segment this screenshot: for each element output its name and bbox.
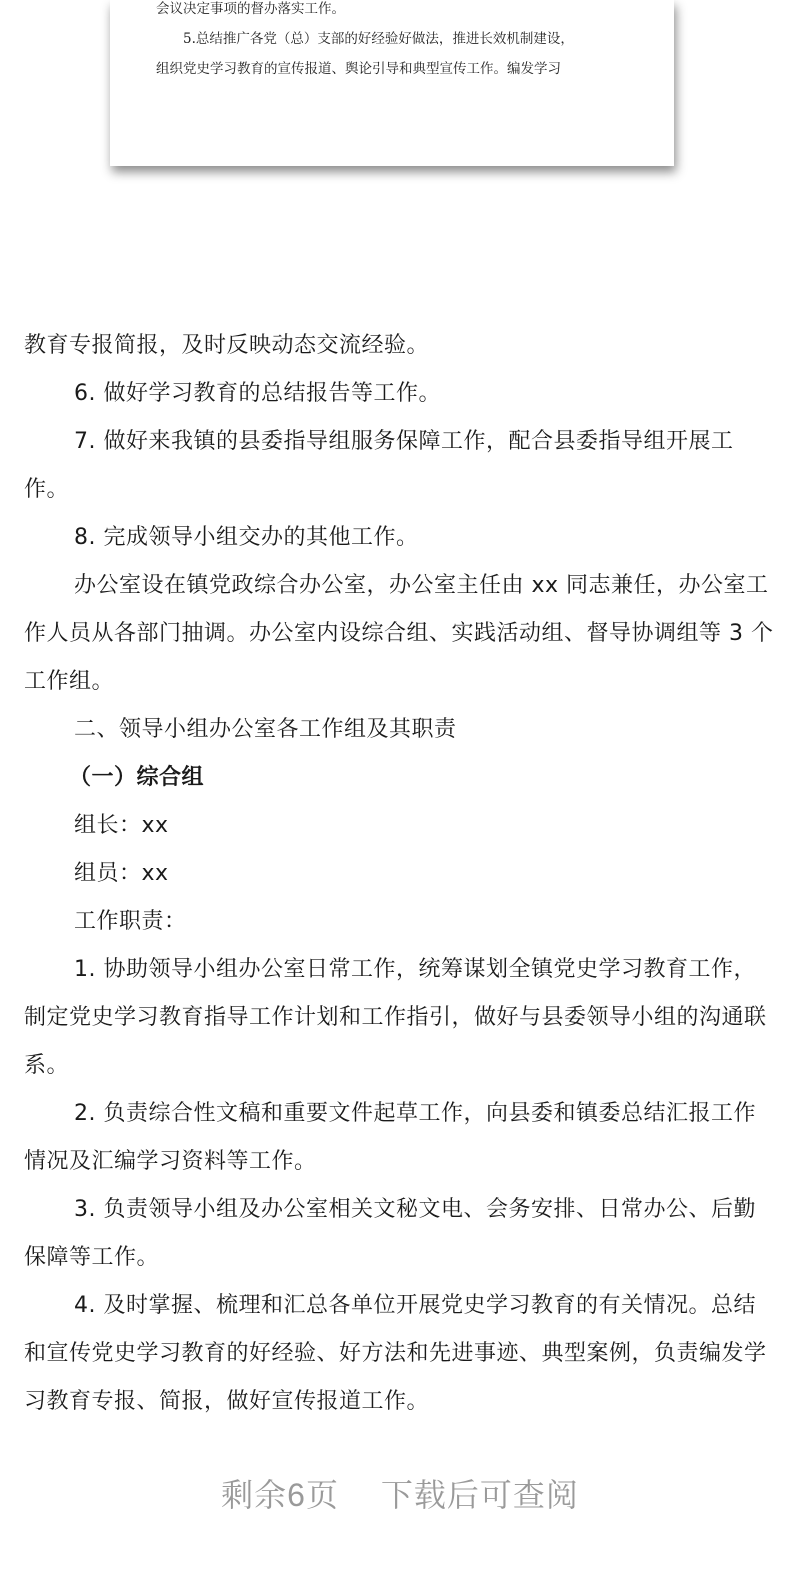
download-prompt[interactable] — [0, 1470, 800, 1516]
paragraph: 6. 做好学习教育的总结报告等工作。 — [74, 381, 441, 406]
preview-line: 会议决定事项的督办落实工作。 — [156, 1, 345, 17]
paragraph: 2. 负责综合性文稿和重要文件起草工作，向县委和镇委总结汇报工作情况及汇编学习资料等工作。 — [24, 1101, 756, 1174]
paragraph: 办公室设在镇党政综合办公室，办公室主任由 xx 同志兼任，办公室工作人员从各部门抽调。办公室内设综合组、实践活动组、督导协调组等 3 个工作组。 — [24, 573, 774, 694]
previous-page-preview — [110, 0, 674, 166]
subsection-heading: （一）综合组 — [69, 765, 205, 790]
paragraph: 4. 及时掌握、梳理和汇总各单位开展党史学习教育的有关情况。总结和宣传党史学习教育的好经验、好方法和先进事迹、典型案例，负责编发学习教育专报、简报，做好宣传报道工作。 — [24, 1293, 767, 1414]
preview-line: 5.总结推广各党（总）支部的好经验好做法，推进长效机制建设， — [183, 31, 574, 47]
document-body — [24, 322, 774, 1426]
paragraph: 组员：xx — [74, 861, 169, 886]
paragraph: 1. 协助领导小组办公室日常工作，统筹谋划全镇党史学习教育工作，制定党史学习教育指导工作计划和工作指引，做好与县委领导小组的沟通联系。 — [24, 957, 767, 1078]
preview-line: 组织党史学习教育的宣传报道、舆论引导和典型宣传工作。编发学习 — [156, 61, 561, 77]
paragraph: 教育专报简报，及时反映动态交流经验。 — [24, 333, 430, 358]
paragraph: 7. 做好来我镇的县委指导组服务保障工作，配合县委指导组开展工作。 — [24, 429, 734, 502]
paragraph: 3. 负责领导小组及办公室相关文秘文电、会务安排、日常办公、后勤保障等工作。 — [24, 1197, 756, 1270]
paragraph: 组长：xx — [74, 813, 169, 838]
paragraph: 工作职责： — [74, 909, 187, 934]
remaining-pages-label: 剩余6页 — [221, 1477, 339, 1513]
paragraph: 8. 完成领导小组交办的其他工作。 — [74, 525, 419, 550]
section-heading: 二、领导小组办公室各工作组及其职责 — [74, 717, 457, 742]
download-to-view-link[interactable]: 下载后可查阅 — [380, 1477, 579, 1513]
